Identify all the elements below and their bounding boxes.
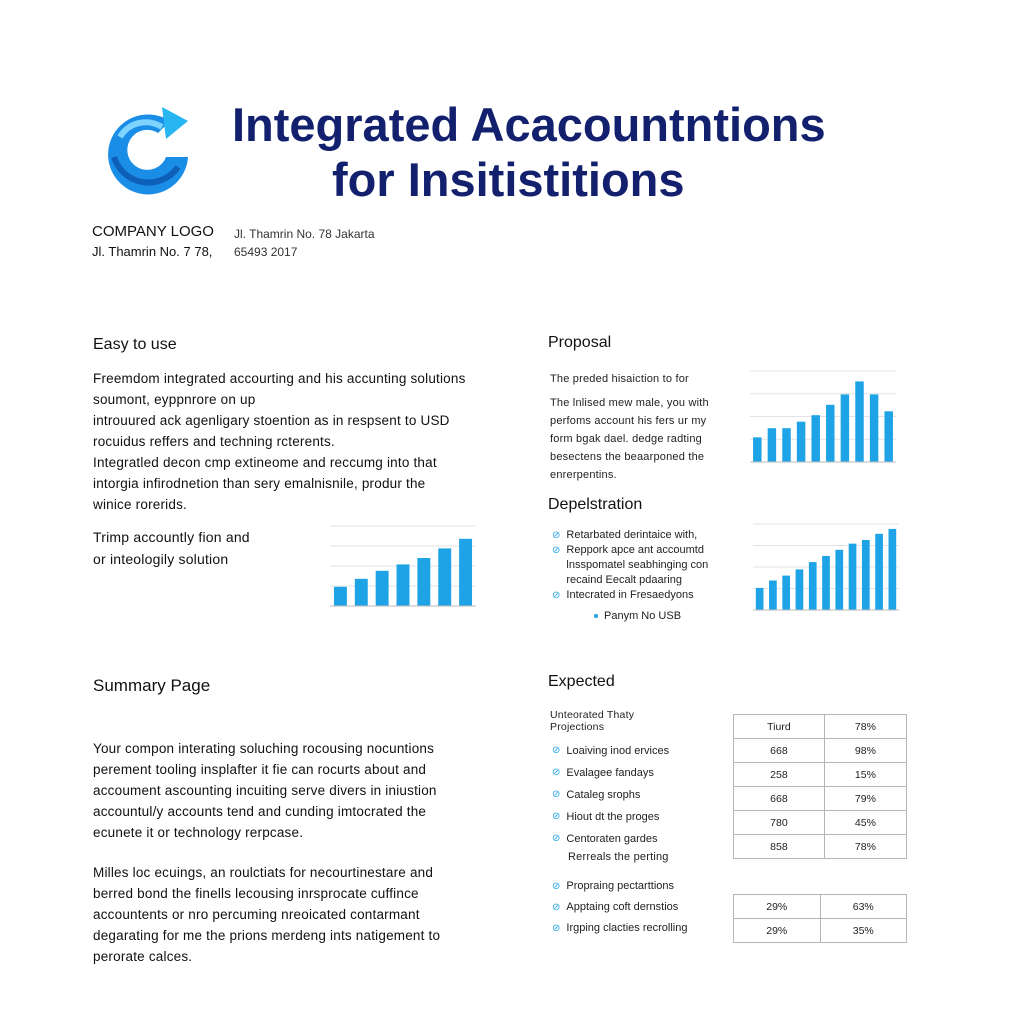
table-cell: 258 [734, 763, 825, 787]
expected-bullet-item [552, 828, 732, 850]
depelstration-bullet-item [552, 528, 732, 543]
expected-bullet-item [552, 740, 732, 762]
depelstration-heading: Depelstration [548, 496, 643, 513]
expected-bullet-text: Cataleg srophs [566, 789, 641, 801]
projection-table-2 [733, 894, 907, 943]
chart-bar [459, 539, 472, 606]
chart-bar [889, 529, 897, 610]
expected-bullet-2-item [552, 876, 732, 897]
summary-heading: Summary Page [93, 676, 211, 695]
company-logo-icon [92, 93, 204, 205]
bar-chart-proposal [732, 365, 902, 470]
proposal-heading: Proposal [548, 334, 612, 351]
depelstration-footer-text: Panym No USB [604, 610, 682, 622]
chart-bar [782, 428, 790, 462]
summary-paragraph-1: Your compon interating soluching rocousing nocuntions perement tooling insplafter it fie can rocurts about and accoument ascounting incuiting serve divers in iniustion accountul/y accounts tend and cunding imtocrated the ecunete it or technology rerpcase. [93, 741, 437, 840]
company-address-right-line2: 65493 2017 [234, 245, 298, 259]
depelstration-bullet-item [552, 543, 732, 588]
chart-bar [438, 548, 451, 606]
expected-bullet-item [552, 784, 732, 806]
chart-bar [849, 544, 857, 610]
expected-bullet-2-item [552, 918, 732, 939]
chart-bar [756, 588, 764, 610]
expected-extra-line: Rerreals the perting [568, 851, 669, 863]
bullet-dot-icon [594, 614, 598, 618]
chart-bar [841, 394, 849, 462]
chart-bar [769, 581, 777, 610]
check-circle-icon: ⊘ [552, 923, 561, 934]
expected-bullet-item [552, 806, 732, 828]
chart-bar [753, 437, 761, 462]
table-cell: Tiurd [734, 715, 825, 739]
check-circle-icon: ⊘ [552, 881, 561, 892]
depelstration-list [552, 528, 732, 603]
easy-paragraph-2: Integratled decon cmp extineome and reccumg into that intorgia infirodnetion than sery emalnisnile, produr the winice rorerids. [93, 455, 437, 512]
table-row [734, 787, 907, 811]
company-address-left: Jl. Thamrin No. 7 78, [92, 244, 213, 259]
depelstration-bullet-text: Intecrated in Fresaedyons [566, 589, 694, 601]
title-line-1: Integrated Acacountntions [232, 98, 826, 151]
expected-list-2 [552, 876, 732, 939]
table-row [734, 763, 907, 787]
chart-bar [811, 415, 819, 462]
expected-bullet-text: Hiout dt the proges [566, 811, 660, 823]
chart-bar [397, 564, 410, 606]
chart-bar [355, 579, 368, 606]
expected-bullet-2-text: Irgping clacties recrolling [566, 922, 688, 934]
chart-bar [884, 411, 892, 462]
expected-bullet-text: Evalagee fandays [566, 767, 654, 779]
table-row [734, 715, 907, 739]
expected-bullet-2-text: Propraing pectarttions [566, 880, 675, 892]
expected-bullet-text: Loaiving inod ervices [566, 745, 670, 757]
chart-bar [809, 562, 817, 610]
table-cell: 63% [820, 895, 907, 919]
expected-subtitle: Unteorated Thaty Projections [550, 709, 635, 733]
table-cell: 29% [734, 919, 821, 943]
check-circle-icon: ⊘ [552, 789, 561, 800]
bar-chart-left [312, 520, 482, 630]
easy-heading: Easy to use [93, 336, 177, 353]
chart-bar [822, 556, 830, 610]
company-address-right [234, 225, 375, 261]
table-cell: 15% [824, 763, 906, 787]
page-title [232, 97, 932, 207]
chart-bar [417, 558, 430, 606]
check-circle-icon: ⊘ [552, 590, 561, 601]
table-cell: 78% [824, 835, 906, 859]
easy-subheading: Trimp accountly fion and or inteologily solution [93, 529, 250, 567]
depelstration-bullet-text: Reppork apce ant accoumtd lnsspomatel seabhinging con recaind Eecalt pdaaring [566, 544, 709, 586]
easy-paragraph-1: Freemdom integrated accourting and his accunting solutions soumont, eyppnrore on up introuured ack agenligary stoention as in respsent to USD rocuidus reffers and techning rcterents. [93, 371, 466, 449]
chart-bar [870, 394, 878, 462]
table-cell: 79% [824, 787, 906, 811]
expected-bullet-item [552, 762, 732, 784]
chart-bar [334, 587, 347, 606]
expected-bullet-2-text: Apptaing coft dernstios [566, 901, 679, 913]
projection-table [733, 714, 907, 859]
check-circle-icon: ⊘ [552, 811, 561, 822]
depelstration-bullet-item [552, 588, 732, 603]
table-row [734, 919, 907, 943]
table-cell: 668 [734, 787, 825, 811]
table-row [734, 895, 907, 919]
table-cell: 780 [734, 811, 825, 835]
check-circle-icon: ⊘ [552, 767, 561, 778]
depelstration-bullet-text: Retarbated derintaice with, [566, 529, 698, 541]
table-cell: 45% [824, 811, 906, 835]
expected-list [552, 740, 732, 850]
summary-paragraph-2: Milles loc ecuings, an roulctiats for necourtinestare and berred bond the finells lecousing inrsprocate cuffince accountents or nro percuming nreoicated contarmant degarating for me the prions merdeng ints natigement to perorate calces. [93, 865, 441, 964]
chart-bar [826, 405, 834, 462]
expected-heading: Expected [548, 673, 615, 690]
expected-bullet-2-item [552, 897, 732, 918]
check-circle-icon: ⊘ [552, 745, 561, 756]
table-cell: 78% [824, 715, 906, 739]
company-address-right-line1: Jl. Thamrin No. 78 Jakarta [234, 227, 375, 241]
table-cell: 858 [734, 835, 825, 859]
chart-bar [796, 569, 804, 610]
company-block [92, 222, 214, 262]
chart-bar [768, 428, 776, 462]
table-cell: 29% [734, 895, 821, 919]
expected-bullet-text: Centoraten gardes [566, 833, 658, 845]
check-circle-icon: ⊘ [552, 833, 561, 844]
chart-bar [875, 534, 883, 610]
check-circle-icon: ⊘ [552, 530, 561, 541]
table-row [734, 835, 907, 859]
chart-bar [797, 422, 805, 462]
check-circle-icon: ⊘ [552, 902, 561, 913]
check-circle-icon: ⊘ [552, 545, 561, 556]
title-line-2: for Insitistitions [332, 153, 685, 206]
bar-chart-depelstration [735, 518, 905, 628]
chart-bar [855, 381, 863, 462]
chart-bar [376, 571, 389, 606]
company-logo-label: COMPANY LOGO [92, 223, 214, 240]
depelstration-footer [594, 610, 681, 622]
chart-bar [862, 540, 870, 610]
table-cell: 98% [824, 739, 906, 763]
table-cell: 35% [820, 919, 907, 943]
table-cell: 668 [734, 739, 825, 763]
proposal-paragraph: The lnlised mew male, you with perfoms account his fers ur my form bgak dael. dedge radting besectens the beaarponed the enrerpentins. [550, 397, 709, 481]
chart-bar [782, 576, 790, 610]
proposal-line1: The preded hisaiction to for [550, 373, 689, 385]
table-row [734, 739, 907, 763]
table-row [734, 811, 907, 835]
chart-bar [835, 550, 843, 610]
